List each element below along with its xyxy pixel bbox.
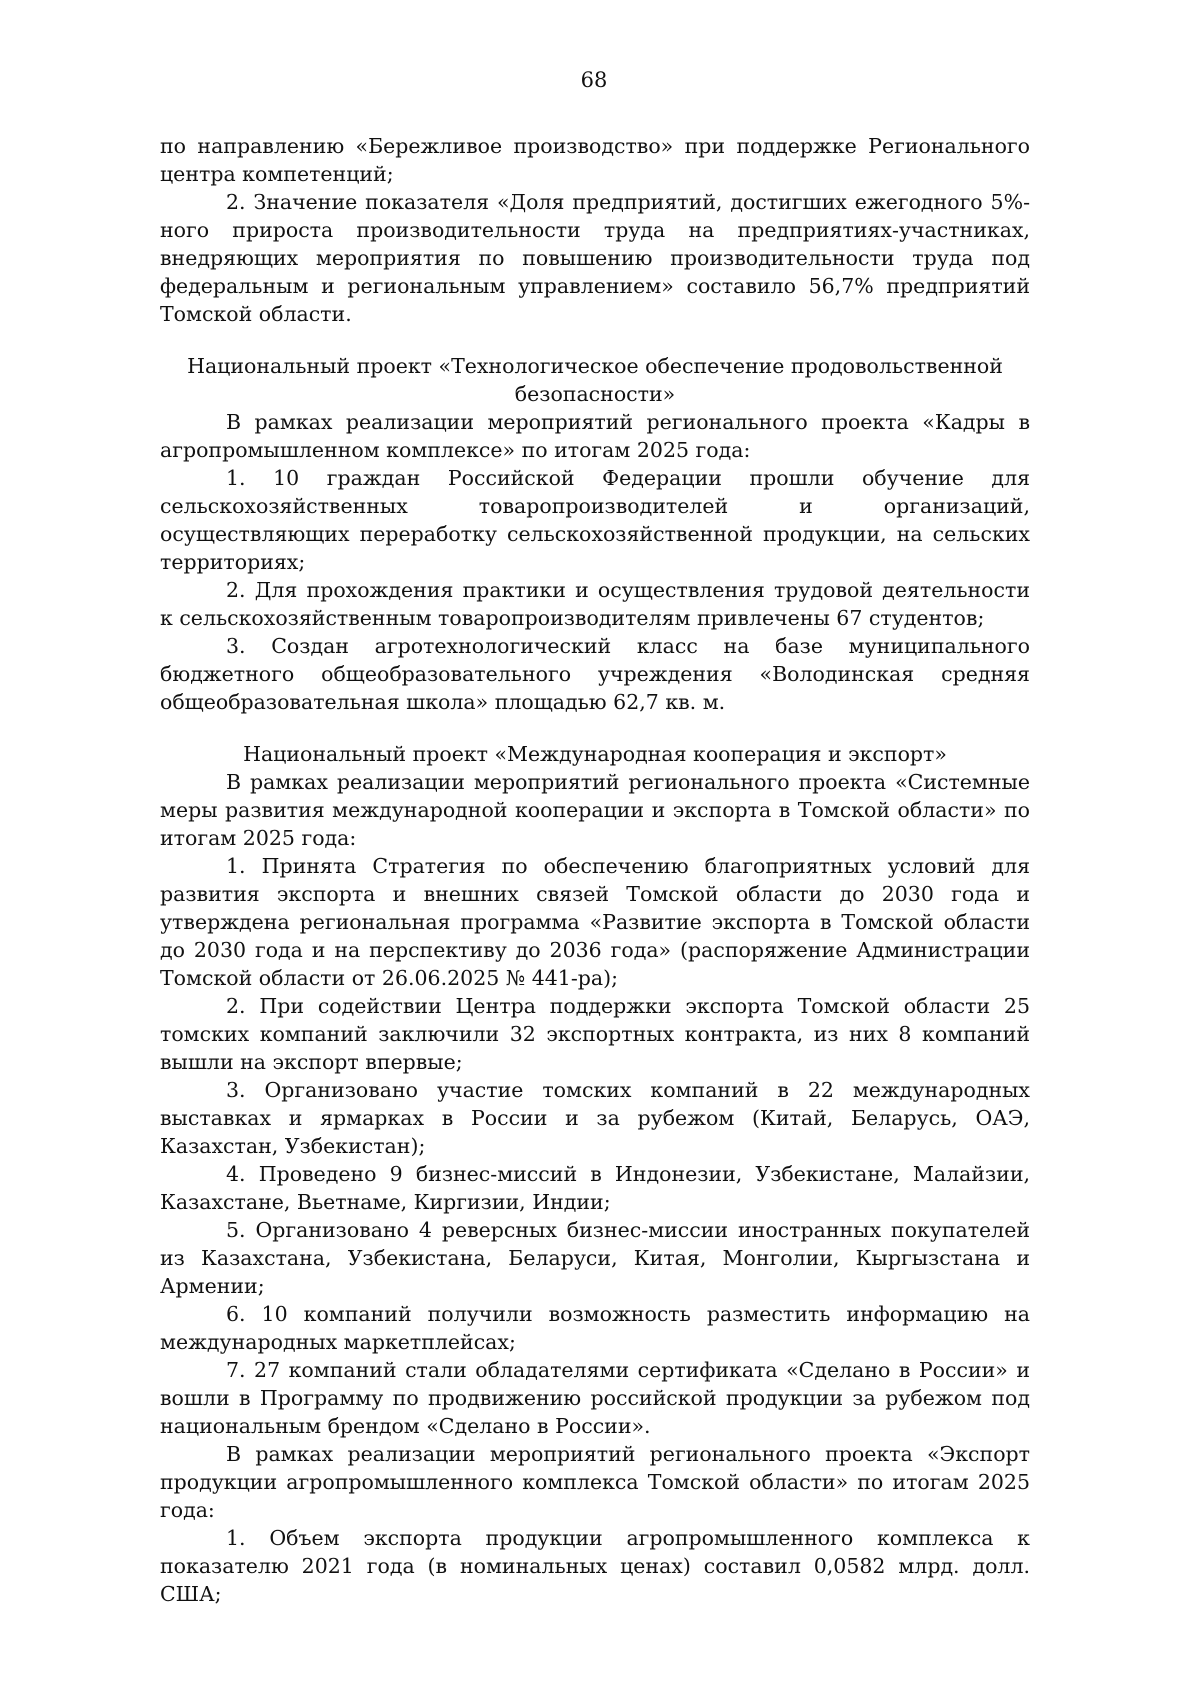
- list-item: 1. Объем экспорта продукции агропромышленного комплекса к показателю 2021 года (в номинальных ценах) составил 0,0582 млрд. долл. США;: [160, 1526, 1030, 1606]
- list-item: 3. Организовано участие томских компаний в 22 международных выставках и ярмарках в России и за рубежом (Китай, Беларусь, ОАЭ, Казахстан, Узбекистан);: [160, 1078, 1030, 1158]
- list-item: 4. Проведено 9 бизнес-миссий в Индонезии, Узбекистане, Малайзии, Казахстане, Вьетнаме, Киргизии, Индии;: [160, 1162, 1030, 1214]
- list-item: 2. При содействии Центра поддержки экспорта Томской области 25 томских компаний заключили 32 экспортных контракта, из них 8 компаний вышли на экспорт впервые;: [160, 994, 1030, 1074]
- list-item: 1. Принята Стратегия по обеспечению благоприятных условий для развития экспорта и внешних связей Томской области до 2030 года и утверждена региональная программа «Развитие экспорта в Томской области до 2030 года и на перспективу до 2036 года» (распоряжение Администрации Томской области от 26.06.2025 № 441-ра);: [160, 854, 1030, 990]
- page-number: 68: [580, 68, 608, 92]
- list-item: 5. Организовано 4 реверсных бизнес-миссии иностранных покупателей из Казахстана, Узбекистана, Беларуси, Китая, Монголии, Кыргызстана и Армении;: [160, 1218, 1030, 1298]
- paragraph-agro-personnel-intro: В рамках реализации мероприятий регионального проекта «Кадры в агропромышленном комплексе» по итогам 2025 года:: [160, 410, 1030, 462]
- list-item: 2. Для прохождения практики и осуществления трудовой деятельности к сельскохозяйственным товаропроизводителям привлечены 67 студентов;: [160, 578, 1030, 630]
- section-heading-international-cooperation: Национальный проект «Международная кооперация и экспорт»: [243, 742, 947, 766]
- section-heading-food-security: Национальный проект «Технологическое обеспечение продовольственной безопасности»: [187, 354, 1003, 406]
- paragraph-indicator-value: 2. Значение показателя «Доля предприятий, достигших ежегодного 5%-ного прироста производительности труда на предприятиях-участниках, внедряющих мероприятия по повышению производительности труда под федеральным и региональным управлением» составило 56,7% предприятий Томской области.: [160, 190, 1030, 326]
- paragraph-agro-export-intro: В рамках реализации мероприятий регионального проекта «Экспорт продукции агропромышленного комплекса Томской области» по итогам 2025 года:: [160, 1442, 1030, 1522]
- list-item: 3. Создан агротехнологический класс на базе муниципального бюджетного общеобразовательного учреждения «Володинская средняя общеобразовательная школа» площадью 62,7 кв. м.: [160, 634, 1030, 714]
- page-body: [160, 132, 1030, 1608]
- list-item: 6. 10 компаний получили возможность разместить информацию на международных маркетплейсах;: [160, 1302, 1030, 1354]
- list-item: 7. 27 компаний стали обладателями сертификата «Сделано в России» и вошли в Программу по продвижению российской продукции за рубежом под национальным брендом «Сделано в России».: [160, 1358, 1030, 1438]
- paragraph-continuation: по направлению «Бережливое производство» при поддержке Регионального центра компетенций;: [160, 134, 1030, 186]
- paragraph-export-intro: В рамках реализации мероприятий регионального проекта «Системные меры развития международной кооперации и экспорта в Томской области» по итогам 2025 года:: [160, 770, 1030, 850]
- list-item: 1. 10 граждан Российской Федерации прошли обучение для сельскохозяйственных товаропроизводителей и организаций, осуществляющих переработку сельскохозяйственной продукции, на сельских территориях;: [160, 466, 1030, 574]
